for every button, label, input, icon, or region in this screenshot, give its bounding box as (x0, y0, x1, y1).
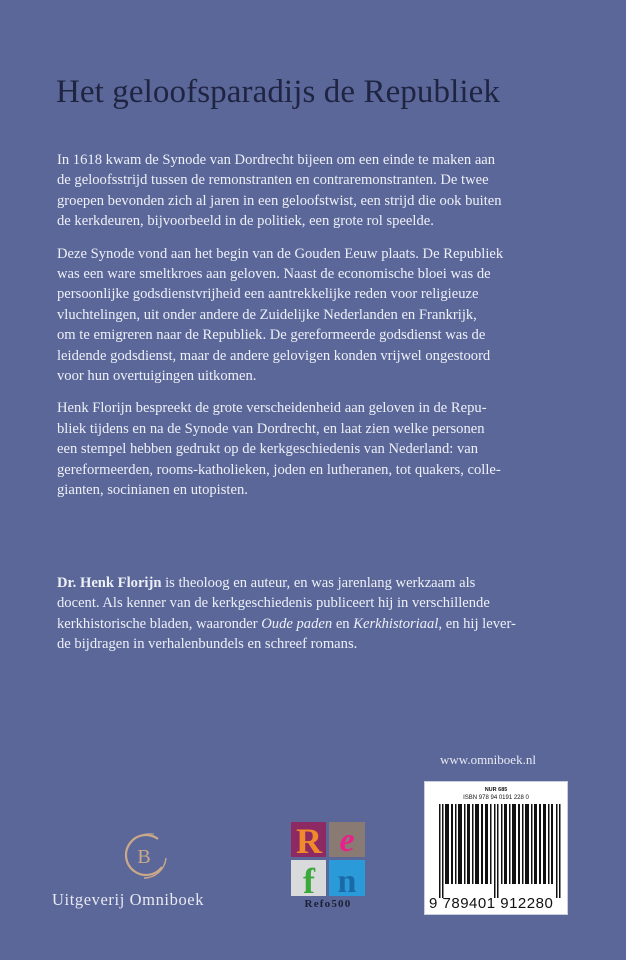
bio-line: de bijdragen in verhalenbundels en schreef romans. (57, 636, 358, 653)
refo500-tiles-icon (291, 822, 365, 896)
svg-text:e: e (339, 822, 355, 859)
blurb-line: gereformeerden, rooms-katholieken, joden en lutheranen, tot quakers, colle- (57, 461, 501, 478)
isbn-number: ISBN 978 94 0191 228 0 (463, 795, 529, 801)
magazine-title: Kerkhistoriaal (353, 615, 439, 632)
blurb-line: groepen bevonden zich al jaren in een geloofstwist, een strijd die ook buiten (57, 192, 502, 209)
magazine-title: Oude paden (261, 615, 333, 632)
bio-line (57, 614, 577, 634)
isbn-barcode (424, 781, 568, 915)
omniboek-emblem-icon (118, 830, 170, 882)
blurb-line: gianten, socinianen en utopisten. (57, 482, 248, 499)
bio-text: is theoloog en auteur, en was jarenlang werkzaam als (161, 575, 476, 591)
blurb-line: om te emigreren naar de Republiek. De gereformeerde godsdienst was de (57, 327, 486, 344)
blurb-paragraph-3 (57, 398, 577, 500)
bio-line: docent. Als kenner van de kerkgeschiedenis publiceert hij in verschillende (57, 595, 490, 612)
svg-text:n: n (337, 863, 357, 896)
bio-line (57, 573, 577, 593)
svg-text:B: B (137, 846, 151, 868)
bio-text: en (332, 615, 354, 632)
blurb-line: Henk Florijn bespreekt de grote verscheidenheid aan geloven in de Repu- (57, 400, 487, 417)
blurb-line: persoonlijke godsdienstvrijheid een aantrekkelijke reden voor religieuze (57, 286, 479, 303)
blurb-line: leidende godsdienst, maar de andere gelovigen konden vrijwel ongestoord (57, 347, 491, 364)
bio-text: kerkhistorische bladen, waaronder (57, 615, 262, 632)
publisher-website: www.omniboek.nl (440, 752, 536, 767)
blurb-line: de geloofsstrijd tussen de remonstranten en contraremonstranten. De twee (57, 172, 489, 189)
nur-code: NUR 685 (484, 787, 508, 793)
blurb-line: Deze Synode vond aan het begin van de Gouden Eeuw plaats. De Republiek (57, 245, 504, 262)
blurb-line: een stempel hebben gedrukt op de kerkgeschiedenis van Nederland: van (57, 441, 479, 458)
blurb-line: In 1618 kwam de Synode van Dordrecht bijeen om een einde te maken aan (57, 152, 496, 168)
blurb-line: was een ware smeltkroes aan geloven. Naast de economische bloei was de (57, 266, 491, 283)
publisher-name: Uitgeverij Omniboek (52, 890, 205, 909)
barcode-digits: 9 789401 912280 (429, 895, 554, 912)
bio-text: , en hij lever- (438, 615, 516, 632)
book-title: Het geloofsparadijs de Republiek (56, 74, 500, 110)
svg-text:f: f (303, 861, 315, 896)
blurb (57, 150, 577, 513)
refo500-logo (291, 822, 365, 914)
publisher-logo (52, 830, 242, 915)
author-bio (57, 573, 577, 655)
blurb-paragraph-2 (57, 244, 577, 387)
blurb-line: de kerkdeuren, bijvoorbeeld in de politiek, een grote rol speelde. (57, 213, 434, 230)
svg-text:R: R (296, 822, 322, 861)
author-name: Dr. Henk Florijn (57, 575, 162, 591)
blurb-line: voor hun overtuigingen uitkomen. (57, 368, 257, 385)
blurb-line: vluchtelingen, uit onder andere de Zuidelijke Nederlanden en Frankrijk, (57, 306, 477, 323)
blurb-paragraph-1 (57, 150, 577, 232)
refo500-name: Refo500 (304, 898, 352, 910)
blurb-line: bliek tijdens en na de Synode van Dordrecht, en laat zien welke personen (57, 420, 485, 437)
barcode-bars-icon (439, 804, 563, 898)
